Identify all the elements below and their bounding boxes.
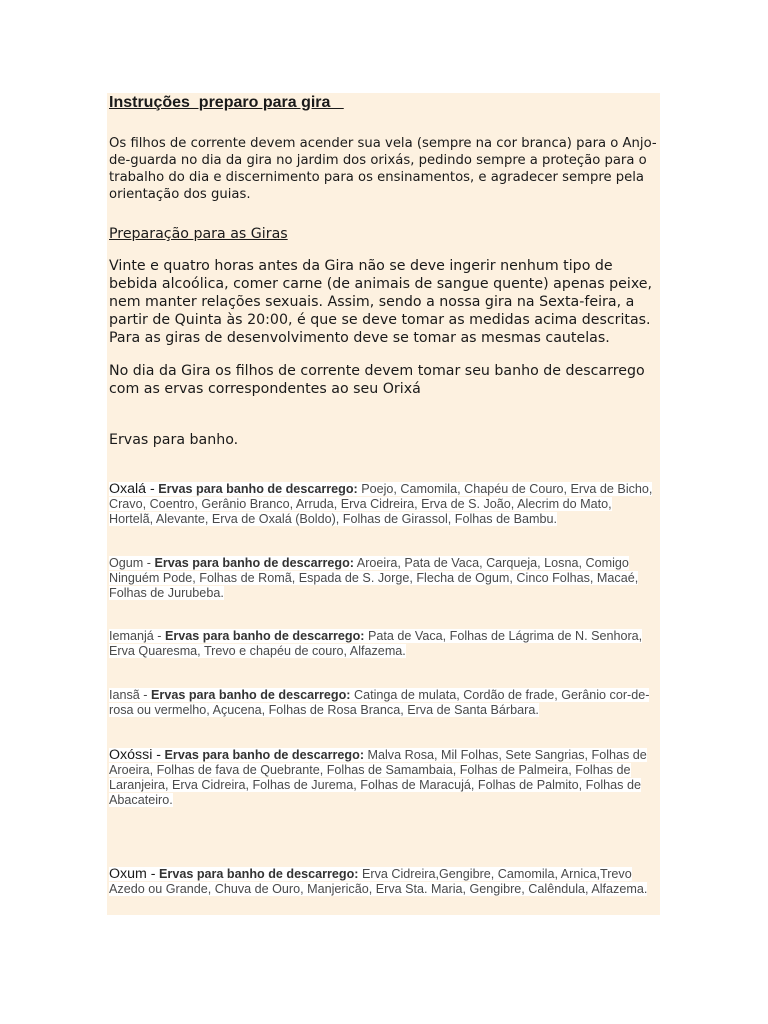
section-heading: Preparação para as Giras xyxy=(109,226,288,242)
intro-paragraph: Os filhos de corrente devem acender sua vela (sempre na cor branca) para o Anjo-de-guarda no dia da gira no jardim dos orixás, pedindo sempre a proteção para o trabalho do dia e discernimento para os ensinamentos, e agradecer sempre pela orientação dos guias. xyxy=(109,136,657,202)
document-title: Instruções preparo para gira xyxy=(109,94,344,111)
orixa-name: Oxóssi - xyxy=(109,747,162,763)
herbs-heading: Ervas para banho. xyxy=(109,432,239,448)
orixa-entry-oxossi xyxy=(109,748,657,808)
bath-paragraph: No dia da Gira os filhos de corrente devem tomar seu banho de descarrego com as ervas correspondentes ao seu Orixá xyxy=(109,363,645,397)
orixa-entry-oxala xyxy=(109,482,657,527)
orixa-name: Oxalá - xyxy=(109,481,155,497)
herb-list: Poejo, Camomila, Chapéu de Couro, Erva de Bicho, Cravo, Coentro, Gerânio Branco, Arruda, Erva Cidreira, Erva de S. João, Alecrim do Mato, Hortelã, Alevante, Erva de Oxalá (Boldo), Folhas de Girassol, Folhas de Bambu. xyxy=(109,482,653,526)
herb-list: Malva Rosa, Mil Folhas, Sete Sangrias, Folhas de Aroeira, Folhas de fava de Quebrante, Folhas de Samambaia, Folhas de Palmeira, Folhas de Laranjeira, Erva Cidreira, Folhas de Jurema, Folhas de Maracujá, Folhas de Palmito, Folhas de Abacateiro. xyxy=(109,748,647,807)
herb-label: Ervas para banho de descarrego: xyxy=(154,556,354,570)
orixa-entry-iemanja xyxy=(109,629,657,659)
orixa-name: Oxum - xyxy=(109,866,156,882)
herb-label: Ervas para banho de descarrego: xyxy=(165,629,365,643)
orixa-name: Iemanjá - xyxy=(109,629,162,643)
herb-list: Pata de Vaca, Folhas de Lágrima de N. Senhora, Erva Quaresma, Trevo e chapéu de couro, Alfazema. xyxy=(109,629,643,658)
orixa-entry-iansa xyxy=(109,688,657,718)
preparation-paragraph: Vinte e quatro horas antes da Gira não se deve ingerir nenhum tipo de bebida alcoólica, comer carne (de animais de sangue quente) apenas peixe, nem manter relações sexuais. Assim, sendo a nossa gira na Sexta-feira, a partir de Quinta às 20:00, é que se deve tomar as medidas acima descritas. Para as giras de desenvolvimento deve se tomar as mesmas cautelas. xyxy=(109,258,653,346)
orixa-entry-ogum xyxy=(109,556,657,601)
orixa-entry-oxum xyxy=(109,867,657,897)
herb-list: Aroeira, Pata de Vaca, Carqueja, Losna, Comigo Ninguém Pode, Folhas de Romã, Espada de S. Jorge, Flecha de Ogum, Cinco Folhas, Macaé, Folhas de Jurubeba. xyxy=(109,556,639,600)
herb-label: Ervas para banho de descarrego: xyxy=(164,748,365,762)
herb-label: Ervas para banho de descarrego: xyxy=(151,688,351,702)
herb-list: Erva Cidreira,Gengibre, Camomila, Arnica,Trevo Azedo ou Grande, Chuva de Ouro, Manjericão, Erva Sta. Maria, Gengibre, Calêndula, Alfazema. xyxy=(109,867,648,896)
herb-label: Ervas para banho de descarrego: xyxy=(159,867,359,881)
orixa-name: Iansã - xyxy=(109,688,148,702)
herb-list: Catinga de mulata, Cordão de frade, Gerânio cor-de-rosa ou vermelho, Açucena, Folhas de Rosa Branca, Erva de Santa Bárbara. xyxy=(109,688,650,717)
herb-label: Ervas para banho de descarrego: xyxy=(158,482,358,496)
orixa-name: Ogum - xyxy=(109,556,151,570)
